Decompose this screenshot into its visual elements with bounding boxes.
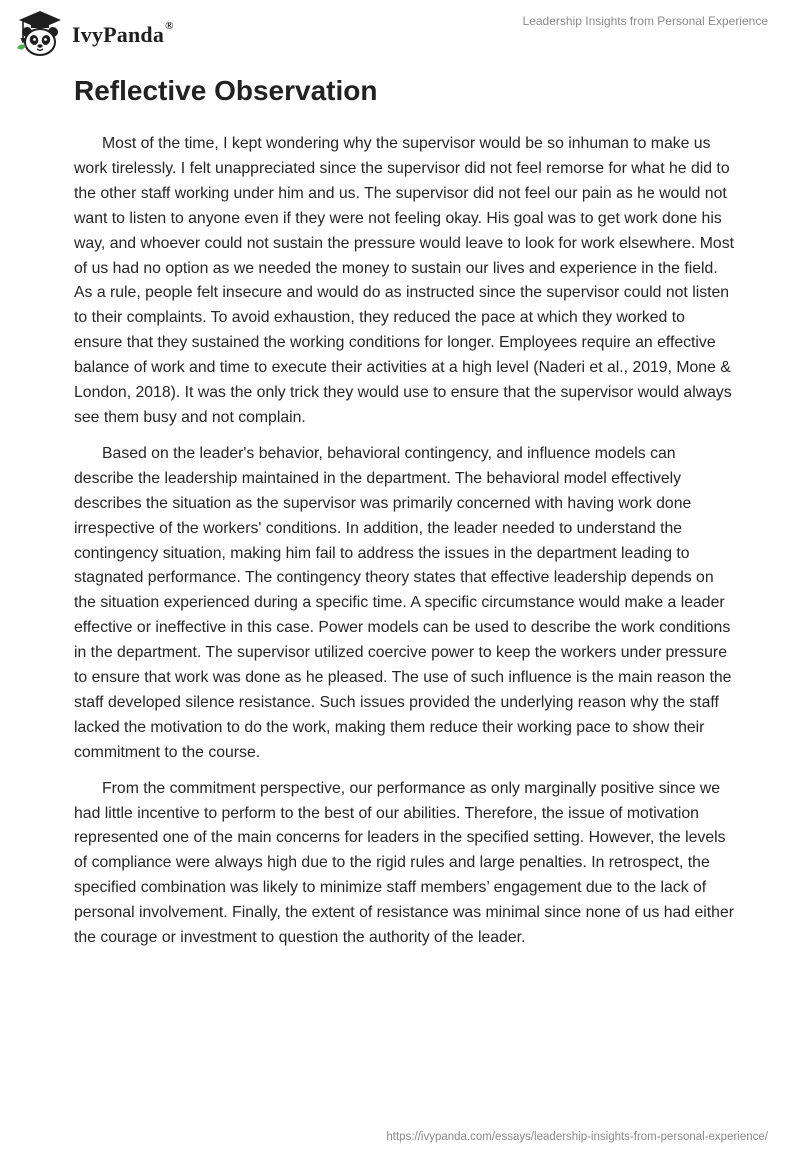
panda-logo-icon [14, 8, 66, 60]
registered-mark: ® [165, 20, 174, 32]
running-title: Leadership Insights from Personal Experience [522, 14, 768, 28]
paragraph-2: Based on the leader's behavior, behavioral contingency, and influence models can describe the leadership maintained in the department. The behavioral model effectively describes the situation as the supervisor was primarily concerned with having work done irrespective of the workers' conditions. In addition, the leader needed to understand the contingency situation, making him fail to address the issues in the department leading to stagnated performance. The contingency theory states that effective leadership depends on the situation experienced during a specific time. A specific circumstance would make a leader effective or ineffective in this case. Power models can be used to describe the work conditions in the department. The supervisor utilized coercive power to keep the workers under pressure to ensure that work was done as he pleased. The use of such influence is the main reason the staff developed silence resistance. Such issues provided the underlying reason why the staff lacked the motivation to do the work, making them reduce their working pace to show their commitment to the course. [74, 444, 732, 761]
page-title: Reflective Observation [74, 75, 378, 106]
page-header [0, 0, 800, 64]
article-body [74, 132, 734, 962]
ivypanda-logo[interactable] [14, 8, 174, 60]
paragraph-1: Most of the time, I kept wondering why the supervisor would be so inhuman to make us work tirelessly. I felt unappreciated since the supervisor did not feel remorse for what he did to the other staff working under him and us. The supervisor did not feel our pain as he would not want to listen to anyone even if they were not feeling okay. His goal was to get work done his way, and whoever could not sustain the pressure would leave to look for work elsewhere. Most of us had no option as we needed the money to sustain our lives and experience in the field. As a rule, people felt insecure and would do as instructed since the supervisor could not listen to their complaints. To avoid exhaustion, they reduced the pace at which they worked to ensure that they sustained the working conditions for longer. Employees require an effective balance of work and time to execute their activities at a high level (Naderi et al., 2019, Mone & London, 2018). It was the only trick they would use to ensure that the supervisor would always see them busy and not complain. [74, 135, 735, 426]
brand-name [72, 22, 174, 48]
brand-text: IvyPanda [72, 22, 165, 47]
paragraph-3: From the commitment perspective, our performance as only marginally positive since we had little incentive to perform to the best of our abilities. Therefore, the issue of motivation represented one of the main concerns for leaders in the specified setting. However, the levels of compliance were always high due to the rigid rules and large penalties. In retrospect, the specified combination was likely to minimize staff members’ engagement due to the lack of personal involvement. Finally, the extent of resistance was minimal since none of us had either the courage or investment to question the authority of the leader. [74, 779, 735, 947]
source-url[interactable]: https://ivypanda.com/essays/leadership-insights-from-personal-experience/ [386, 1131, 768, 1143]
